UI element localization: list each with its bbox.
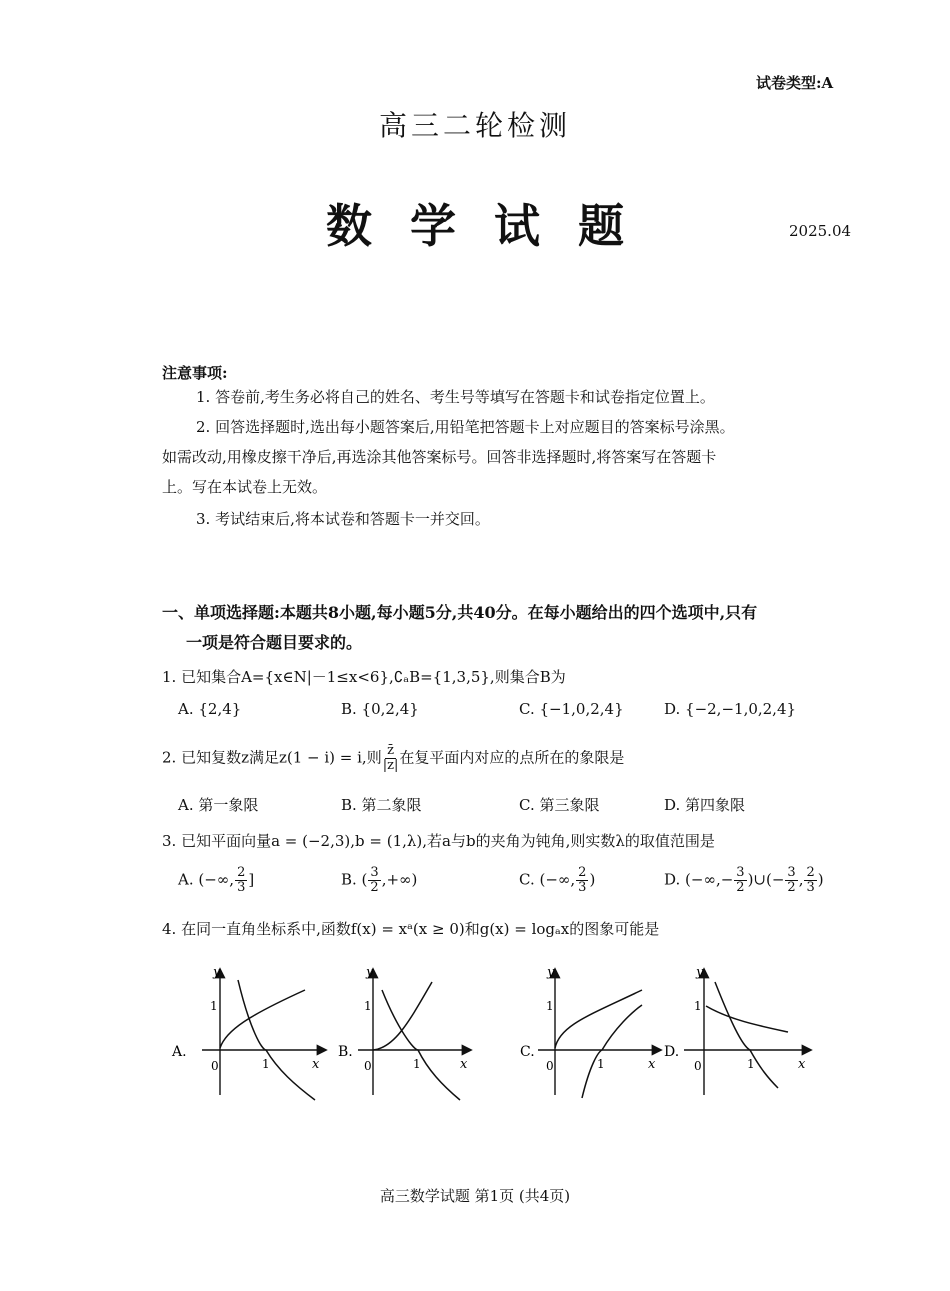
q2-stem-pre: 2. 已知复数z满足z(1 − i) = i,则 xyxy=(162,748,382,767)
q3-option-b xyxy=(341,866,417,895)
q3-d-frac3 xyxy=(804,866,816,895)
q3-b-num: 3 xyxy=(370,865,379,880)
q3-d-num1: 3 xyxy=(736,865,745,880)
q3-b-post: ,+∞) xyxy=(381,870,418,889)
q3-d-den2: 2 xyxy=(787,880,796,895)
q2-stem-post: 在复平面内对应的点所在的象限是 xyxy=(399,748,625,767)
q3-c-pre: C. (−∞, xyxy=(519,870,576,889)
q4-graph-b-one-y: 1 xyxy=(364,999,372,1013)
q3-a-frac xyxy=(235,866,247,895)
note-1 xyxy=(162,382,852,412)
q2-option-c: C. 第三象限 xyxy=(519,796,600,814)
exam-round-title: 高三二轮检测 xyxy=(378,109,571,142)
page-footer: 高三数学试题 第1页 (共4页) xyxy=(379,1187,571,1205)
section-heading-line2: 一项是符合题目要求的。 xyxy=(186,633,363,652)
q4-graph-c-log-curve xyxy=(582,1005,642,1098)
q4-graph-d-log-curve xyxy=(715,982,778,1088)
q3-c-num: 2 xyxy=(578,865,587,880)
q3-d-den3: 3 xyxy=(806,880,815,895)
note-2-text: 2. 回答选择题时,选出每小题答案后,用铅笔把答题卡上对应题目的答案标号涂黑。 xyxy=(196,418,735,436)
q3-c-frac xyxy=(576,866,588,895)
q2-frac-den: |z| xyxy=(382,758,399,773)
q3-a-num: 2 xyxy=(237,865,246,880)
q3-d-post: ) xyxy=(817,870,824,889)
q4-graph-a-x-label: x xyxy=(312,1057,320,1072)
paper-type: 试卷类型:A xyxy=(756,74,834,92)
note-1-text: 1. 答卷前,考生务必将自己的姓名、考生号等填写在答题卡和试卷指定位置上。 xyxy=(196,388,715,406)
q2-option-d: D. 第四象限 xyxy=(664,796,746,814)
q3-b-den: 2 xyxy=(370,880,379,895)
q3-d-num2: 3 xyxy=(787,865,796,880)
q4-graph-a-one-y: 1 xyxy=(210,999,218,1013)
q4-graph-d-y-label: y xyxy=(696,965,704,980)
q1-option-d: D. {−2,−1,0,2,4} xyxy=(664,700,797,718)
q4-graph-a-label: A. xyxy=(172,1044,187,1060)
q4-graph-a-y-label: y xyxy=(213,965,221,980)
q1-option-b: B. {0,2,4} xyxy=(341,700,419,718)
q4-graph-c-one-x: 1 xyxy=(597,1057,605,1071)
section-heading-line1: 一、单项选择题:本题共8小题,每小题5分,共40分。在每小题给出的四个选项中,只有 xyxy=(162,603,758,622)
q3-d-frac1 xyxy=(734,866,746,895)
question-1-stem: 1. 已知集合A={x∈N|－1≤x<6},∁ₐB={1,3,5},则集合B为 xyxy=(162,668,566,686)
q4-graph-d-one-y: 1 xyxy=(694,999,702,1013)
q4-graph-d xyxy=(664,965,810,1095)
note-3-text: 3. 考试结束后,将本试卷和答题卡一并交回。 xyxy=(196,510,490,528)
q4-graph-b-log-curve xyxy=(382,990,460,1100)
q2-option-a: A. 第一象限 xyxy=(178,796,259,814)
q4-graph-c-y-label: y xyxy=(547,965,555,980)
q3-option-c xyxy=(519,866,595,895)
question-4-stem: 4. 在同一直角坐标系中,函数f(x) = xᵃ(x ≥ 0)和g(x) = logₐx的图象可能是 xyxy=(162,920,660,938)
note-2-cont: 如需改动,用橡皮擦干净后,再选涂其他答案标号。回答非选择题时,将答案写在答题卡 xyxy=(162,448,717,466)
note-3 xyxy=(162,504,852,534)
q4-graph-d-origin: 0 xyxy=(694,1059,702,1073)
q4-graph-c-x-label: x xyxy=(648,1057,656,1072)
q3-a-post: ] xyxy=(248,870,255,889)
q2-fraction xyxy=(383,744,399,773)
q2-frac-num: z̄ xyxy=(387,743,394,758)
q4-graph-b xyxy=(338,965,470,1100)
q2-option-b: B. 第二象限 xyxy=(341,796,422,814)
question-3-stem: 3. 已知平面向量a = (−2,3),b = (1,λ),若a与b的夹角为钝角,则实数λ的取值范围是 xyxy=(162,832,715,850)
note-2-cont2: 上。写在本试卷上无效。 xyxy=(162,478,328,496)
q3-d-num3: 2 xyxy=(806,865,815,880)
q1-option-c: C. {−1,0,2,4} xyxy=(519,700,624,718)
q4-graph-a-one-x: 1 xyxy=(262,1057,270,1071)
q4-graph-b-label: B. xyxy=(338,1044,353,1060)
q3-option-d: D. (−∞,− $\frac{3}{2}$ )∪(− $\frac{3}{2}$ , $\frac{2}{3}$ ) xyxy=(664,865,824,895)
section-heading xyxy=(162,598,852,658)
q3-c-den: 3 xyxy=(578,880,587,895)
exam-date: 2025.04 xyxy=(789,222,852,240)
q4-graph-c-power-curve xyxy=(555,990,642,1048)
q4-graph-c xyxy=(520,965,660,1098)
q3-b-pre: B. ( xyxy=(341,870,368,889)
q3-c-post: ) xyxy=(589,870,596,889)
q4-graph-c-label: C. xyxy=(520,1044,535,1060)
q4-graph-a xyxy=(171,965,325,1100)
q4-graph-b-y-label: y xyxy=(366,965,374,980)
exam-title: 数学试题 xyxy=(326,199,662,253)
q4-graph-c-origin: 0 xyxy=(546,1059,554,1073)
q4-graph-d-one-x: 1 xyxy=(747,1057,755,1071)
q4-graph-a-log-curve xyxy=(238,980,315,1100)
q3-d-frac2 xyxy=(785,866,797,895)
q3-d-den1: 2 xyxy=(736,880,745,895)
q4-graph-c-one-y: 1 xyxy=(546,999,554,1013)
notes-heading: 注意事项: xyxy=(162,364,228,382)
q4-graph-b-x-label: x xyxy=(460,1057,468,1072)
q4-graph-d-power-curve xyxy=(706,1006,788,1032)
q4-graph-a-origin: 0 xyxy=(211,1059,219,1073)
q4-graph-b-origin: 0 xyxy=(364,1059,372,1073)
q3-a-den: 3 xyxy=(237,880,246,895)
q3-option-a xyxy=(178,866,254,895)
q3-d-mid: )∪(− xyxy=(747,870,785,889)
q3-b-frac xyxy=(368,866,380,895)
q4-graph-a-power-curve xyxy=(220,990,305,1048)
note-2 xyxy=(162,412,852,442)
q4-graph-b-one-x: 1 xyxy=(413,1057,421,1071)
q4-graphs xyxy=(170,960,850,1110)
q3-a-pre: A. (−∞, xyxy=(178,870,235,889)
question-2-stem xyxy=(162,744,852,773)
q3-d-pre: D. (−∞,− xyxy=(664,870,734,889)
q1-option-a: A. {2,4} xyxy=(178,700,242,718)
q4-graph-d-label: D. xyxy=(664,1044,680,1060)
q4-graph-b-power-curve xyxy=(373,982,432,1050)
q4-graph-d-x-label: x xyxy=(798,1057,806,1072)
